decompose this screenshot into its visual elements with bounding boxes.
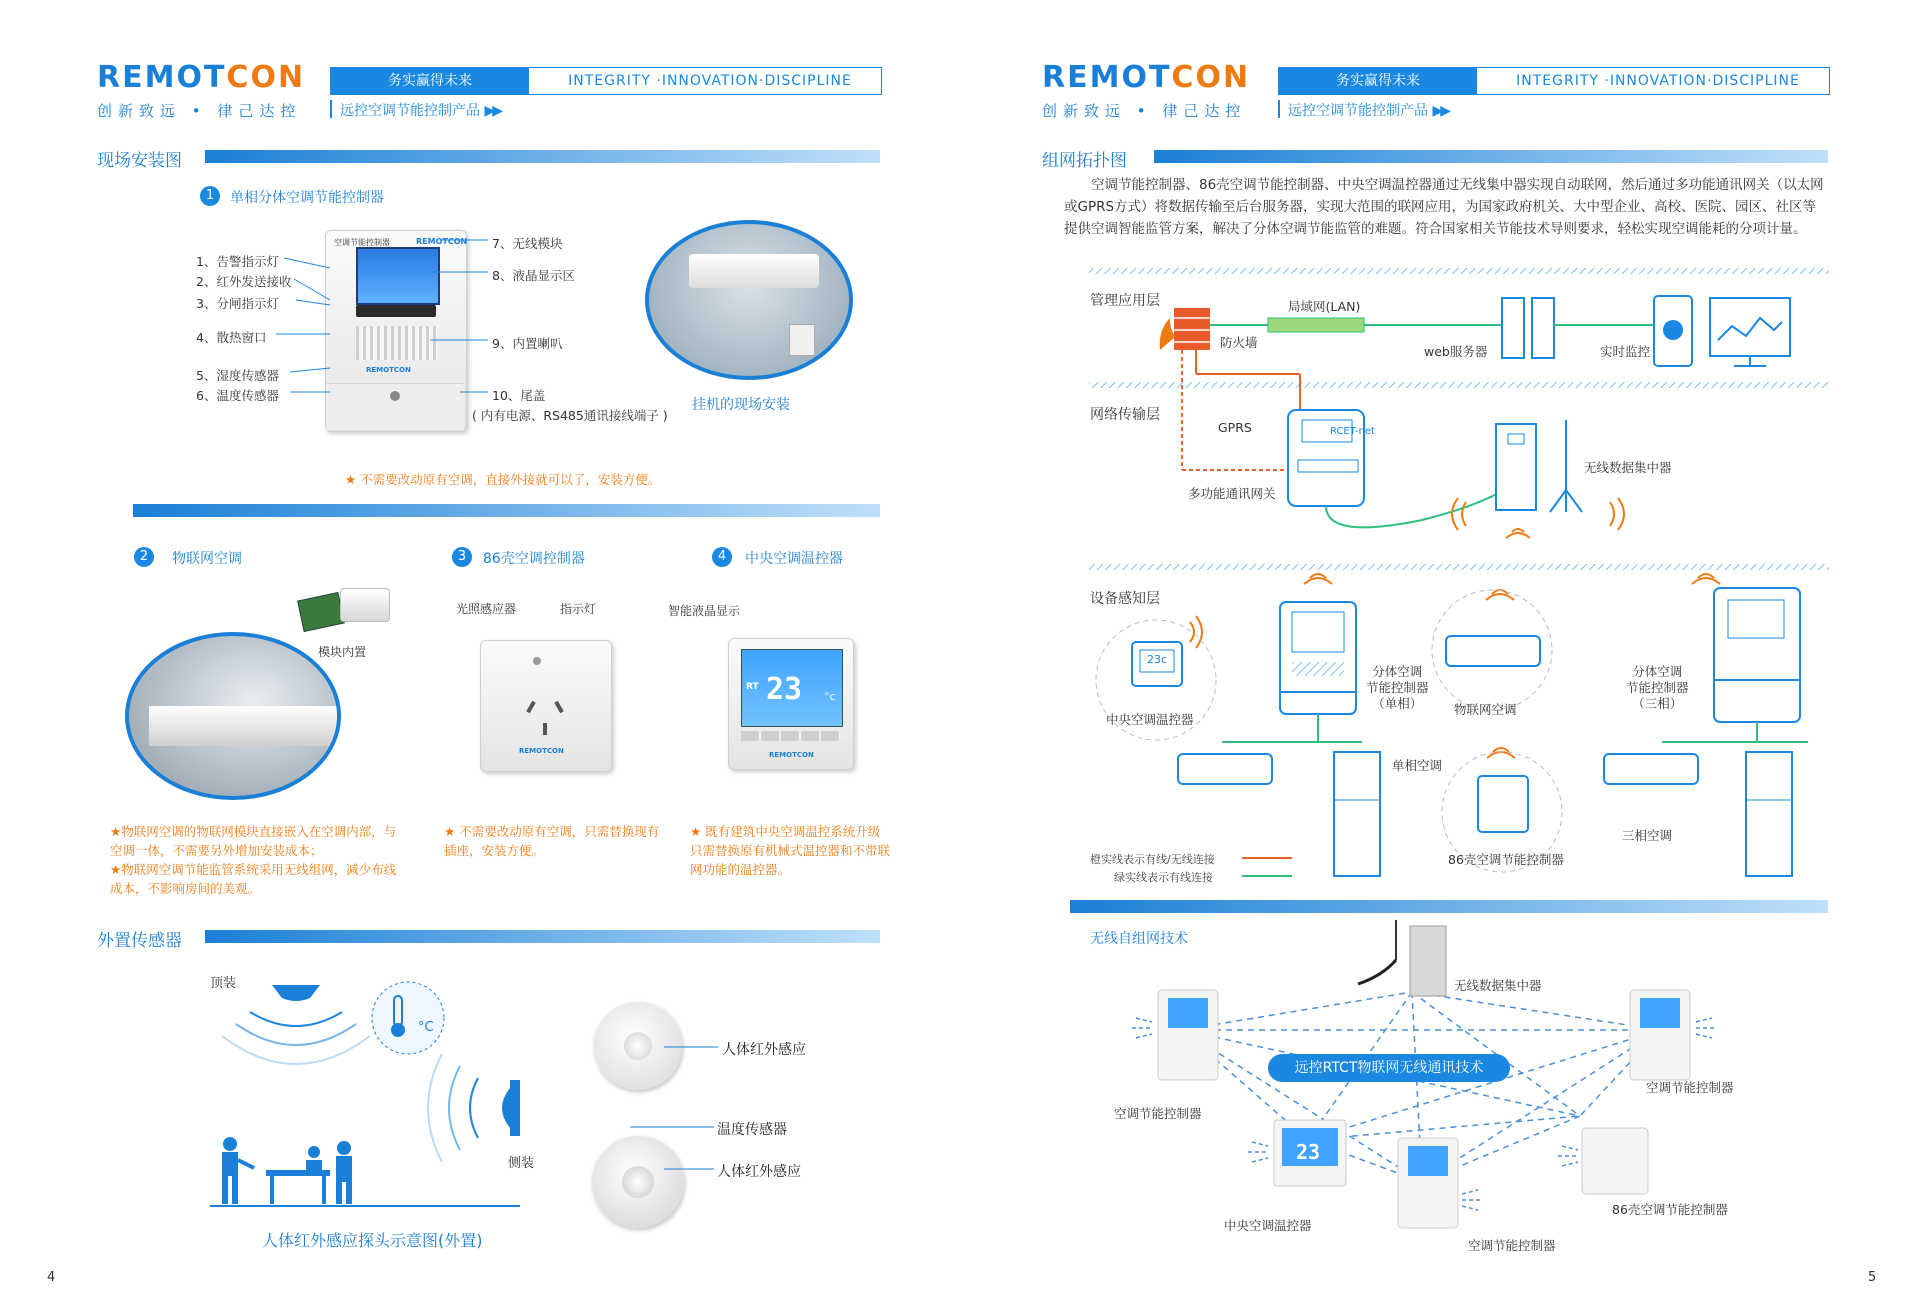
w-concentrator-label: 无线数据集中器 [1454, 978, 1542, 993]
item-title: 物联网空调 [172, 551, 242, 567]
label-speaker: 9、内置喇叭 [492, 336, 563, 351]
brand-logo: REMOTCON [1042, 60, 1251, 95]
section-bar [205, 930, 880, 943]
iot-ac-photo [125, 632, 341, 800]
socket-86-device: REMOTCON [480, 640, 612, 772]
label-humidity: 5、湿度传感器 [196, 368, 279, 383]
sensor-arrows [620, 1040, 720, 1190]
w-ctrl-left-label: 空调节能控制器 [1114, 1106, 1202, 1121]
item-number: 4 [712, 547, 732, 567]
temp-unit: °C [418, 1020, 434, 1035]
socket-note: ★ 不需要改动原有空调，只需替换现有插座，安装方便。 [444, 824, 660, 858]
brand-tagline: 创新致远 • 律己达控 [97, 102, 302, 120]
label-ir: 2、红外发送接收 [196, 274, 292, 289]
product-line: 远控空调节能控制产品 ▶▶ [340, 103, 500, 119]
single-ac-label: 单相空调 [1392, 758, 1443, 773]
label-breaker-light: 3、分闸指示灯 [196, 296, 279, 311]
slogan-cn: 务实赢得未来 [1279, 68, 1477, 94]
legend-green: 绿实线表示有线连接 [1114, 871, 1213, 884]
item-number: 2 [134, 547, 154, 567]
legend-orange: 橙实线表示有线/无线连接 [1090, 853, 1215, 866]
slogan-en: INTEGRITY ·INNOVATION·DISCIPLINE [568, 73, 852, 89]
slogan-en: INTEGRITY ·INNOVATION·DISCIPLINE [1516, 73, 1800, 89]
controller-device: 空调节能控制器 REMOTCON REMOTCON [325, 230, 467, 432]
sensor-caption: 人体红外感应探头示意图(外置) [262, 1231, 483, 1250]
monitor-label: 实时监控 [1600, 344, 1651, 359]
w-ctrl-bottom-label: 空调节能控制器 [1468, 1238, 1556, 1253]
split-single-label: 分体空调 节能控制器 （单相） [1366, 664, 1429, 711]
wireless-mesh-diagram [962, 900, 1920, 1280]
slogan-cn: 务实赢得未来 [331, 68, 529, 94]
install-photo-caption: 挂机的现场安装 [692, 397, 790, 413]
item-number: 1 [200, 186, 220, 206]
label-vent: 4、散热窗口 [196, 330, 267, 345]
right-page [962, 0, 1920, 1312]
indicator-label: 指示灯 [560, 602, 597, 616]
iot-ac-label: 物联网空调 [1454, 702, 1517, 717]
central-thermo-label: 中央空调温控器 [1106, 712, 1194, 727]
w-ctrl-right-label: 空调节能控制器 [1646, 1080, 1734, 1095]
item-title: 中央空调温控器 [745, 551, 843, 567]
top-mount-label: 顶装 [210, 976, 237, 991]
gprs-label: GPRS [1218, 420, 1252, 435]
layer-management: 管理应用层 [1090, 293, 1160, 309]
three-ac-label: 三相空调 [1622, 828, 1673, 843]
label-temperature: 6、温度传感器 [196, 388, 279, 403]
layer-network: 网络传输层 [1090, 407, 1160, 423]
product-line: 远控空调节能控制产品 ▶▶ [1288, 103, 1448, 119]
label-tail-cover: 10、尾盖 [492, 388, 546, 403]
page-number: 4 [47, 1270, 56, 1285]
gateway-label: 多功能通讯网关 [1188, 486, 1276, 501]
iot-notes: ★物联网空调的物联网模块直接嵌入在空调内部，与空调一体，不需要另外增加安装成本； ★物联网空调节能监管系统采用无线组网，减少布线成本，不影响房间的美观。 [110, 824, 397, 896]
temp-sensor-label: 温度传感器 [717, 1122, 787, 1138]
section-title-wireless: 无线自组网技术 [1090, 931, 1188, 947]
module-label: 模块内置 [318, 645, 367, 659]
section-title-install: 现场安装图 [97, 151, 182, 171]
item-title: 单相分体空调节能控制器 [230, 190, 384, 206]
light-sensor-label: 光照感应器 [456, 602, 517, 616]
web-server-label: web服务器 [1424, 344, 1488, 359]
label-lcd: 8、液晶显示区 [492, 268, 575, 283]
w-socket-label: 86壳空调节能控制器 [1612, 1202, 1728, 1217]
firewall-label: 防火墙 [1220, 335, 1258, 350]
w-thermo-label: 中央空调温控器 [1224, 1218, 1312, 1233]
socket86-label: 86壳空调节能控制器 [1448, 852, 1564, 867]
lan-label: 局域网(LAN) [1288, 299, 1361, 314]
split-three-label: 分体空调 节能控制器 （三相） [1626, 664, 1689, 711]
module-board [297, 592, 345, 632]
concentrator-label: 无线数据集中器 [1584, 460, 1672, 475]
page-number: 5 [1868, 1270, 1877, 1285]
callout-lines [0, 0, 962, 460]
item-number: 3 [452, 547, 472, 567]
pir-label: 人体红外感应 [722, 1042, 806, 1058]
rcet-label: RCET-net [1330, 426, 1375, 437]
thermostat-note: ★ 既有建筑中央空调温控系统升级只需替换原有机械式温控器和不带联网功能的温控器。 [690, 824, 891, 877]
section-title-topology: 组网拓扑图 [1042, 151, 1127, 171]
pir-label-2: 人体红外感应 [717, 1164, 801, 1180]
brand-logo: REMOTCON [97, 60, 306, 95]
lcd-label: 智能液晶显示 [668, 604, 741, 618]
section-bar [133, 504, 880, 517]
brand-tagline: 创新致远 • 律己达控 [1042, 102, 1247, 120]
item-title: 86壳空调控制器 [483, 551, 585, 567]
module-box [340, 588, 390, 622]
section-title-sensor: 外置传感器 [97, 931, 182, 951]
label-wireless: 7、无线模块 [492, 236, 563, 251]
label-alarm-light: 1、告警指示灯 [196, 254, 279, 269]
side-mount-label: 侧装 [508, 1156, 535, 1171]
thermostat-device: RT 23 °c REMOTCON [728, 638, 854, 770]
wireless-tech-badge: 远控RTCT物联网无线通讯技术 [1268, 1054, 1510, 1082]
label-tail-cover-detail: ( 内有电源、RS485通讯接线端子 ) [472, 408, 668, 423]
install-note: ★ 不需要改动原有空调，直接外接就可以了，安装方便。 [345, 472, 661, 487]
thermo-value: 23c [1147, 653, 1168, 666]
layer-device: 设备感知层 [1090, 591, 1160, 607]
topology-intro: 空调节能控制器、86壳空调节能控制器、中央空调温控器通过无线集中器实现自动联网，然后通过多功能通讯网关（以太网或GPRS方式）将数据传输至后台服务器，实现大范围的联网应用，为国家政府机关、大中型企业、高校、医院、园区、社区等提供空调智能监管方案，解决了分体空调节能监管的难题。符合国家相关节能技术导则要求，轻松实现空调能耗的分项计量。 [1064, 177, 1824, 237]
w-thermo-value: 23 [1296, 1140, 1321, 1164]
install-photo [645, 220, 853, 380]
